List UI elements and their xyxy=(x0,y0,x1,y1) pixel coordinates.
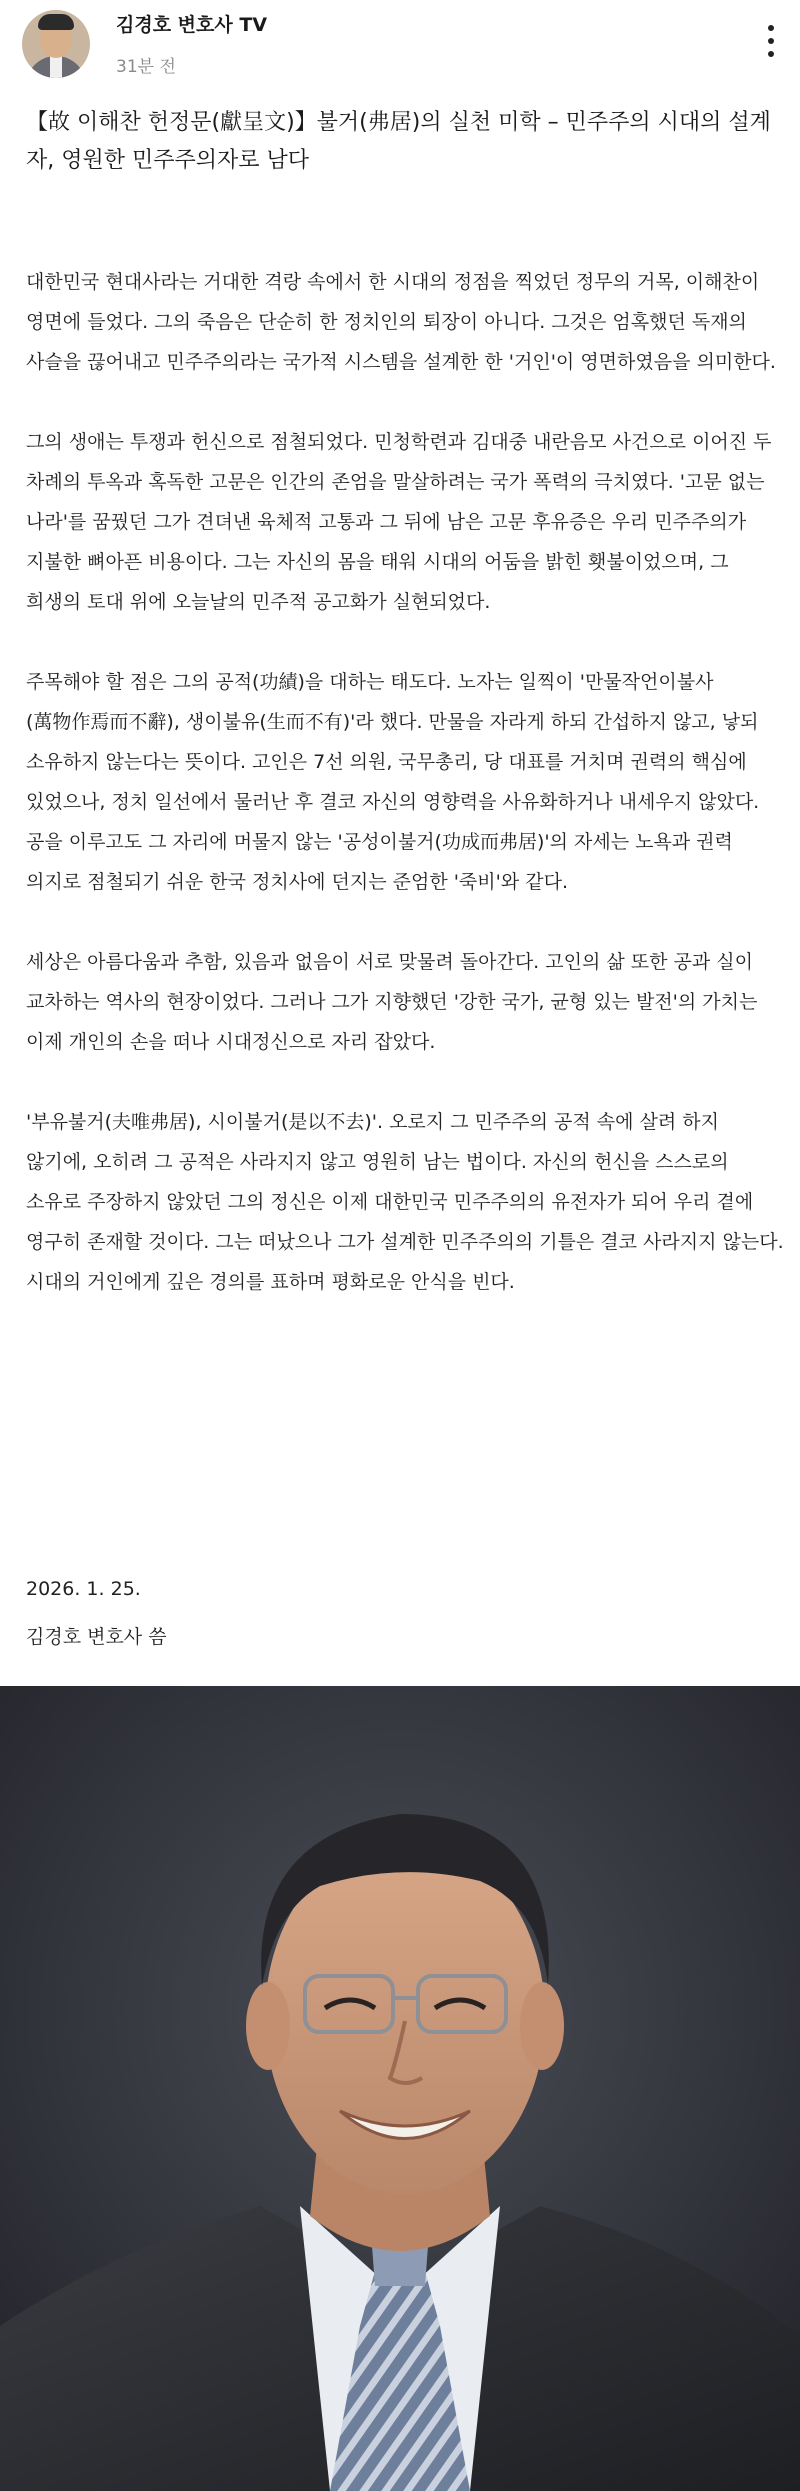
post-time: 31분 전 xyxy=(116,57,176,77)
post-date: 2026. 1. 25. xyxy=(26,1578,141,1600)
post-header xyxy=(0,0,800,92)
portrait-photo[interactable] xyxy=(0,1686,800,2491)
paragraph: 주목해야 할 점은 그의 공적(功績)을 대하는 태도다. 노자는 일찍이 '만물작언이불사(萬物作焉而不辭), 생이불유(生而不有)'라 했다. 만물을 자라게 하되 간섭하지 않고, 낳되 소유하지 않는다는 뜻이다. 고인은 7선 의원, 국무총리, 당 대표를 거치며 권력의 핵심에 있었으나, 정치 일선에서 물러난 후 결코 자신의 영향력을 사유화하거나 내세우지 않았다. 공을 이루고도 그 자리에 머물지 않는 '공성이불거(功成而弗居)'의 자세는 노욕과 권력 의지로 점철되기 쉬운 한국 정치사에 던지는 준엄한 '죽비'와 같다. xyxy=(26,671,760,893)
portrait-illustration xyxy=(0,1686,800,2491)
paragraph: 세상은 아름다움과 추함, 있음과 없음이 서로 맞물려 돌아간다. 고인의 삶 또한 공과 실이 교차하는 역사의 현장이었다. 그러나 그가 지향했던 '강한 국가, 균형 있는 발전'의 가치는 이제 개인의 손을 떠나 시대정신으로 자리 잡았다. xyxy=(26,951,758,1053)
paragraph: 그의 생애는 투쟁과 헌신으로 점철되었다. 민청학련과 김대중 내란음모 사건으로 이어진 두 차례의 투옥과 혹독한 고문은 인간의 존엄을 말살하려는 국가 폭력의 극치였다. '고문 없는 나라'를 꿈꿨던 그가 견뎌낸 육체적 고통과 그 뒤에 남은 고문 후유증은 우리 민주주의가 지불한 뼈아픈 비용이다. 그는 자신의 몸을 태워 시대의 어둠을 밝힌 횃불이었으며, 그 희생의 토대 위에 오늘날의 민주적 공고화가 실현되었다. xyxy=(26,431,772,613)
post-body xyxy=(26,262,786,1342)
author-name[interactable]: 김경호 변호사 TV xyxy=(116,14,268,36)
post-title: 【故 이해찬 헌정문(獻呈文)】불거(弗居)의 실천 미학 – 민주주의 시대의 설계자, 영원한 민주주의자로 남다 xyxy=(26,110,771,173)
paragraph: 대한민국 현대사라는 거대한 격랑 속에서 한 시대의 정점을 찍었던 정무의 거목, 이해찬이 영면에 들었다. 그의 죽음은 단순히 한 정치인의 퇴장이 아니다. 그것은 엄혹했던 독재의 사슬을 끊어내고 민주주의라는 국가적 시스템을 설계한 한 '거인'이 영면하였음을 의미한다. xyxy=(26,271,776,373)
more-vertical-icon[interactable] xyxy=(760,22,782,62)
post-signature: 김경호 변호사 씀 xyxy=(26,1626,167,1648)
avatar[interactable] xyxy=(22,10,90,78)
paragraph: '부유불거(夫唯弗居), 시이불거(是以不去)'. 오로지 그 민주주의 공적 속에 살려 하지 않기에, 오히려 그 공적은 사라지지 않고 영원히 남는 법이다. 자신의 헌신을 스스로의 소유로 주장하지 않았던 그의 정신은 이제 대한민국 민주주의의 유전자가 되어 우리 곁에 영구히 존재할 것이다. 그는 떠났으나 그가 설계한 민주주의의 기틀은 결코 사라지지 않는다. 시대의 거인에게 깊은 경의를 표하며 평화로운 안식을 빈다. xyxy=(26,1111,784,1293)
